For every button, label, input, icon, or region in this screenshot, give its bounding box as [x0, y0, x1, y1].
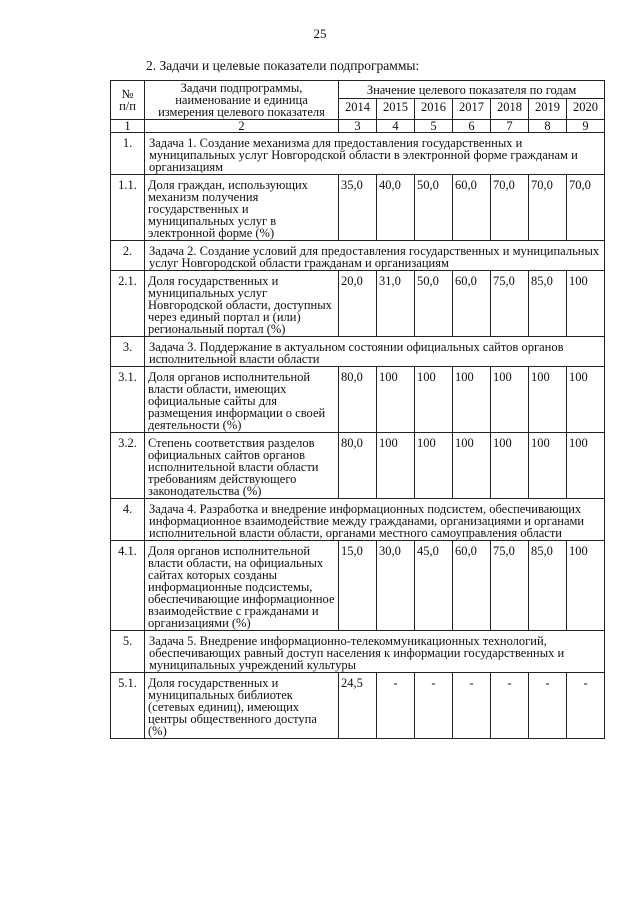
indicator-value: 100 [377, 433, 415, 499]
indicator-row [111, 175, 605, 241]
indicator-value: 24,5 [339, 673, 377, 739]
indicator-value: 100 [415, 367, 453, 433]
year-header: 2017 [453, 99, 491, 120]
indicator-value: 100 [567, 271, 605, 337]
indicator-value: - [529, 673, 567, 739]
indicator-value: 45,0 [415, 541, 453, 631]
col-values-header: Значение целевого показателя по годам [339, 81, 605, 99]
indicator-value: 50,0 [415, 175, 453, 241]
column-index: 3 [339, 120, 377, 133]
task-text: Задача 2. Создание условий для предоставления государственных и муниципальных услуг Новгородской области гражданам и организациям [145, 241, 605, 271]
indicator-value: 60,0 [453, 541, 491, 631]
task-text: Задача 4. Разработка и внедрение информационных подсистем, обеспечивающих информационное взаимодействие между гражданами, организациями и органами исполнительной власти области, органами местного самоуправления области [145, 499, 605, 541]
indicator-number: 1.1. [111, 175, 145, 241]
indicator-row [111, 271, 605, 337]
indicator-name: Доля органов исполнительной власти области, на официальных сайтах которых созданы информационные подсистемы, обеспечивающие информационное взаимодействие с гражданами и организациями (%) [145, 541, 339, 631]
task-number: 4. [111, 499, 145, 541]
task-text: Задача 1. Создание механизма для предоставления государственных и муниципальных услуг Новгородской области в электронной форме гражданам и организациям [145, 133, 605, 175]
indicator-value: 100 [491, 367, 529, 433]
indicator-value: 80,0 [339, 367, 377, 433]
indicator-value: - [377, 673, 415, 739]
year-header: 2014 [339, 99, 377, 120]
column-index: 1 [111, 120, 145, 133]
task-number: 2. [111, 241, 145, 271]
indicator-name: Доля граждан, использующих механизм получения государственных и муниципальных услуг в электронной форме (%) [145, 175, 339, 241]
indicator-value: 100 [453, 367, 491, 433]
indicator-number: 4.1. [111, 541, 145, 631]
indicator-value: - [415, 673, 453, 739]
indicator-value: 70,0 [529, 175, 567, 241]
indicator-number: 3.2. [111, 433, 145, 499]
page-number: 25 [313, 26, 327, 41]
year-header: 2015 [377, 99, 415, 120]
column-index: 8 [529, 120, 567, 133]
indicator-value: 100 [529, 433, 567, 499]
indicator-number: 2.1. [111, 271, 145, 337]
indicator-name: Доля государственных и муниципальных услуг Новгородской области, доступных через единый портал и (или) региональный портал (%) [145, 271, 339, 337]
indicator-value: 40,0 [377, 175, 415, 241]
indicator-value: 100 [567, 541, 605, 631]
task-text: Задача 5. Внедрение информационно-телекоммуникационных технологий, обеспечивающих равный доступ населения к информации государственных и муниципальных учреждений культуры [145, 631, 605, 673]
year-header: 2018 [491, 99, 529, 120]
indicator-value: 30,0 [377, 541, 415, 631]
column-index: 5 [415, 120, 453, 133]
indicator-value: 75,0 [491, 271, 529, 337]
year-header: 2016 [415, 99, 453, 120]
task-row [111, 241, 605, 271]
indicator-value: 100 [453, 433, 491, 499]
indicator-value: 20,0 [339, 271, 377, 337]
column-index: 6 [453, 120, 491, 133]
indicator-value: 85,0 [529, 271, 567, 337]
indicator-value: 15,0 [339, 541, 377, 631]
indicator-value: 100 [377, 367, 415, 433]
col-name-header: Задачи подпрограммы, наименование и единица измерения целевого показателя [145, 81, 339, 120]
indicator-name: Доля органов исполнительной власти области, имеющих официальные сайты для размещения информации о своей деятельности (%) [145, 367, 339, 433]
col-num-header: № п/п [111, 81, 145, 120]
indicator-row [111, 541, 605, 631]
task-number: 1. [111, 133, 145, 175]
indicator-value: - [453, 673, 491, 739]
task-number: 5. [111, 631, 145, 673]
column-index: 2 [145, 120, 339, 133]
column-index: 7 [491, 120, 529, 133]
column-index: 9 [567, 120, 605, 133]
task-row [111, 337, 605, 367]
indicator-value: - [491, 673, 529, 739]
table-header [111, 81, 605, 133]
indicator-value: 100 [567, 367, 605, 433]
indicator-value: 35,0 [339, 175, 377, 241]
column-index: 4 [377, 120, 415, 133]
task-row [111, 133, 605, 175]
indicator-value: 70,0 [567, 175, 605, 241]
indicator-row [111, 673, 605, 739]
indicator-value: - [567, 673, 605, 739]
indicator-name: Доля государственных и муниципальных библиотек (сетевых единиц), имеющих центры общественного доступа (%) [145, 673, 339, 739]
indicator-value: 85,0 [529, 541, 567, 631]
indicator-value: 100 [529, 367, 567, 433]
year-header: 2019 [529, 99, 567, 120]
index-row [111, 120, 605, 133]
indicator-value: 50,0 [415, 271, 453, 337]
indicator-number: 3.1. [111, 367, 145, 433]
indicator-value: 100 [567, 433, 605, 499]
indicator-value: 80,0 [339, 433, 377, 499]
indicator-row [111, 367, 605, 433]
table-body [111, 133, 605, 739]
indicator-value: 31,0 [377, 271, 415, 337]
indicator-value: 70,0 [491, 175, 529, 241]
year-header: 2020 [567, 99, 605, 120]
indicator-number: 5.1. [111, 673, 145, 739]
indicator-value: 75,0 [491, 541, 529, 631]
task-row [111, 499, 605, 541]
indicators-table [110, 80, 605, 739]
section-heading: 2. Задачи и целевые показатели подпрограммы: [146, 58, 420, 73]
task-text: Задача 3. Поддержание в актуальном состоянии официальных сайтов органов исполнительной власти области [145, 337, 605, 367]
indicator-value: 60,0 [453, 271, 491, 337]
task-number: 3. [111, 337, 145, 367]
indicator-value: 60,0 [453, 175, 491, 241]
indicator-name: Степень соответствия разделов официальных сайтов органов исполнительной власти области требованиям действующего законодательства (%) [145, 433, 339, 499]
task-row [111, 631, 605, 673]
indicator-row [111, 433, 605, 499]
indicator-value: 100 [415, 433, 453, 499]
indicator-value: 100 [491, 433, 529, 499]
